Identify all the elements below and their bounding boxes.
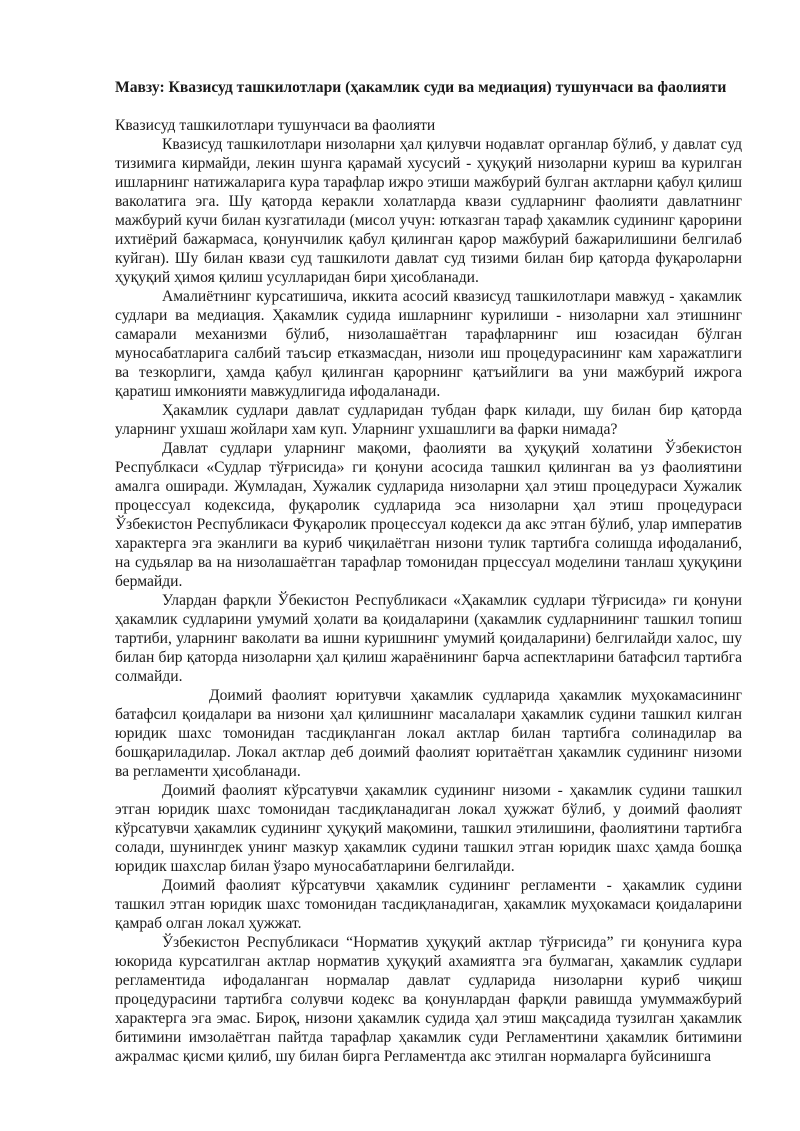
document-title: Мавзу: Квазисуд ташкилотлари (ҳакамлик суди ва медиация) тушунчаси ва фаолияти xyxy=(115,79,727,96)
paragraph-2: Амалиётнинг курсатишича, иккита асосий квазисуд ташкилотлари мавжуд - ҳакамлик судлари ва медиация. Ҳакамлик судида ишларнинг курилиши - низоларни хал этишнинг самарали механизми бўлиб, низолашаётган тарафларнинг иш юзасидан бўлган муносабатларига салбий таъсир етказмасдан, низоли иш процедурасининг кам харажатлиги ва тезкорлиги, ҳамда қабул қилинган қарорнинг қатъийлиги ва уни мажбурий ижрога қаратиш имконияти мавжудлигида ифодаланади. xyxy=(115,288,742,400)
paragraph-4: Давлат судлари уларнинг мақоми, фаолияти ва ҳуқуқий холатини Ўзбекистон Республкаси «Судлар тўғрисида» ги қонуни асосида ташкил қилинган ва уз фаолиятини амалга оширади. Жумладан, Хужалик судларида низоларни ҳал этиш процедураси Хужалик процессуал кодексида, фуқаролик судларида эса низоларни ҳал этиш процедураси Ўзбекистон Республикаси Фуқаролик процессуал кодекси да акс этган бўлиб, улар императив характерга эга эканлиги ва куриб чиқилаётган низони тулик тартибга солишда ифодаланиб, на судьялар ва на низолашаётган тарафлар томонидан прцессуал моделини танлаш ҳуқуқини бермайди. xyxy=(115,440,742,590)
paragraph-9: Ўзбекистон Республикаси “Норматив ҳуқуқий актлар тўғрисида” ги қонунига кура юкорида курсатилган актлар норматив ҳуқуқий ахамиятга эга булмаган, ҳакамлик судлари регламентида ифодаланган нормалар давлат судларида низоларни куриб чиқиш процедурасини тартибга солувчи кодекс ва қонунлардан фарқли равишда умуммажбурий характерга эга эмас. Бироқ, низони ҳакамлик судида ҳал этиш мақсадида тузилган ҳакамлик битимини имзолаётган пайтда тарафлар ҳакамлик суди Регламентини ҳакамлик битимини ажралмас қисми қилиб, шу билан бирга Регламентда акс этилган нормаларга буйсинишга xyxy=(115,934,742,1065)
document-page xyxy=(115,78,742,1066)
paragraph-3: Ҳакамлик судлари давлат судларидан тубдан фарк килади, шу билан бир қаторда уларнинг ухшаш жойлари хам куп. Уларнинг ухшашлиги ва фарки нимада? xyxy=(115,402,742,438)
paragraph-1: Квазисуд ташкилотлари низоларни ҳал қилувчи нодавлат органлар бўлиб, у давлат суд тизимига кирмайди, лекин шунга қарамай хусусий - ҳуқуқий низоларни куриш ва курилган ишларнинг натижаларига кура тарафлар ижро этиши мажбурий булган актларни қабул қилиш ваколатига эга. Шу қаторда керакли холатларда квази судларнинг фаолияти давлатнинг мажбурий кучи билан кузгатилади (мисол учун: ютказган тараф ҳакамлик судининг қарорини ихтиёрий бажармаса, қонунчилик қабул қилинган қарор мажбурий бажарилишини белгилаб куйган). Шу билан квази суд ташкилоти давлат суд тизими билан бир қаторда фуқароларни ҳуқуқий ҳимоя қилиш усулларидан бири ҳисобланади. xyxy=(115,136,742,286)
paragraph-6: Доимий фаолият юритувчи ҳакамлик судларида ҳакамлик муҳокамасининг батафсил қоидалари ва низони ҳал қилишнинг масалалари ҳакамлик судини ташкил килган юридик шахс томонидан тасдиқланган локал актлар билан тартибга солинадилар ва бошқариладилар. Локал актлар деб доимий фаолият юритаётган ҳакамлик судининг низоми ва регламенти ҳисобланади. xyxy=(115,687,742,780)
paragraph-7: Доимий фаолият кўрсатувчи ҳакамлик судининг низоми - ҳакамлик судини ташкил этган юридик шахс томонидан тасдиқланадиган локал ҳужжат бўлиб, у доимий фаолият кўрсатувчи ҳакамлик судининг ҳуқуқий мақомини, ташкил этилишини, фаолиятини тартибга солади, шунингдек унинг мазкур ҳакамлик судини ташкил этган юридик шахс ҳамда бошқа юридик шахслар билан ўзаро муносабатларини белгилайди. xyxy=(115,782,742,875)
paragraph-8: Доимий фаолият кўрсатувчи ҳакамлик судининг регламенти - ҳакамлик судини ташкил этган юридик шахс томонидан тасдиқланадиган, ҳакамлик муҳокамаси қоидаларини қамраб олган локал ҳужжат. xyxy=(115,877,742,932)
section-subtitle: Квазисуд ташкилотлари тушунчаси ва фаолияти xyxy=(115,117,436,134)
paragraph-5: Улардан фарқли Ўбекистон Республикаси «Ҳакамлик судлари тўғрисида» ги қонуни ҳакамлик судларини умумий ҳолати ва қоидаларини (ҳакамлик судларнининг ташкил топиш тартиби, уларнинг ваколати ва ишни куришнинг умумий қоидаларини) белгилайди халос, шу билан бир қаторда низоларни ҳал қилиш жараёнининг барча аспектларини батафсил тартибга солмайди. xyxy=(115,592,742,685)
